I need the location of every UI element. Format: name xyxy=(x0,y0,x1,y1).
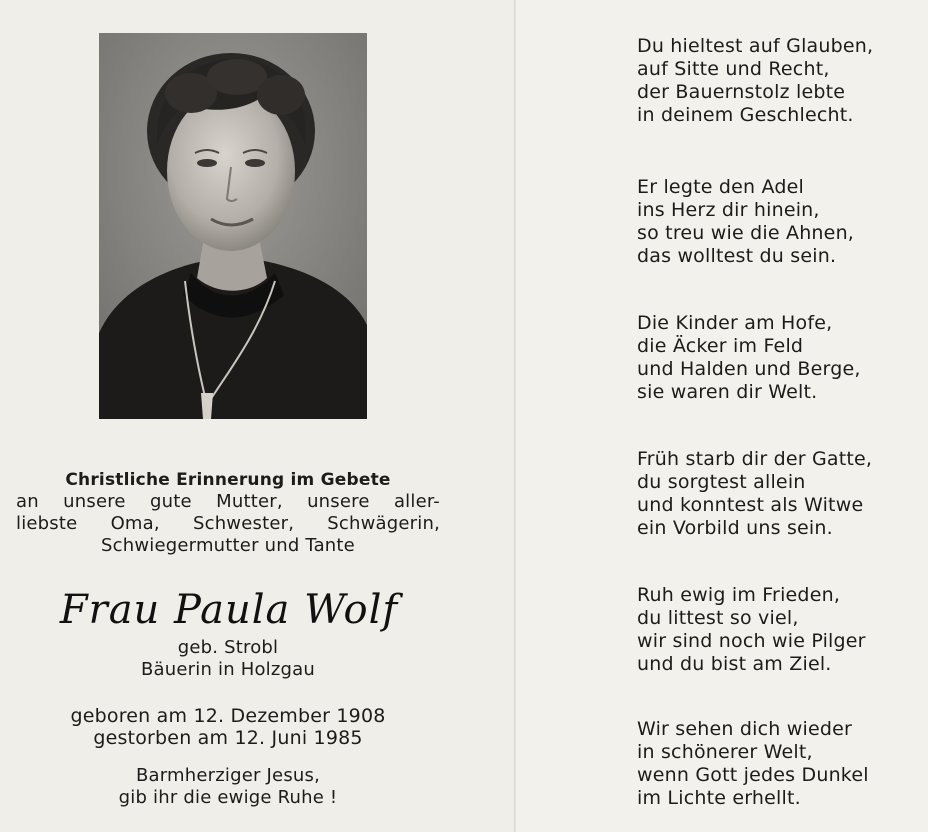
dedication-line: Schwiegermutter und Tante xyxy=(101,535,355,556)
poem-line: in schönerer Welt, xyxy=(637,741,813,763)
poem-line: die Äcker im Feld xyxy=(637,335,804,357)
poem-line: ins Herz dir hinein, xyxy=(637,199,820,221)
poem-line: in deinem Geschlecht. xyxy=(637,104,854,126)
poem-stanza xyxy=(637,35,873,127)
occupation: Bäuerin in Holzgau xyxy=(141,659,315,680)
birth-name: geb. Strobl xyxy=(177,637,279,658)
card-title: Christliche Erinnerung im Gebete xyxy=(65,470,391,490)
prayer-line: Barmherziger Jesus, xyxy=(135,765,321,786)
poem-line: das wolltest du sein. xyxy=(637,245,837,267)
poem-stanza xyxy=(637,584,866,676)
poem-line: im Lichte erhellt. xyxy=(637,787,801,809)
portrait-photo xyxy=(99,33,367,419)
closing-prayer xyxy=(0,765,456,809)
birth-info xyxy=(0,637,456,681)
poem-line: du sorgtest allein xyxy=(637,471,806,493)
poem-line: du littest so viel, xyxy=(637,607,799,629)
life-dates xyxy=(0,705,456,749)
portrait-illustration xyxy=(99,33,367,419)
dedication-line: an unsere gute Mutter, unsere aller- xyxy=(16,491,440,512)
poem-line: so treu wie die Ahnen, xyxy=(637,222,855,244)
dedication-text xyxy=(0,491,456,557)
dedication-line: liebste Oma, Schwester, Schwägerin, xyxy=(16,513,440,534)
poem-line: auf Sitte und Recht, xyxy=(637,58,830,80)
poem-line: Ruh ewig im Frieden, xyxy=(637,584,841,606)
poem-line: und konntest als Witwe xyxy=(637,494,864,516)
poem-stanza xyxy=(637,312,861,404)
poem-stanza xyxy=(637,448,872,540)
poem-line: Früh starb dir der Gatte, xyxy=(637,448,873,470)
death-date: gestorben am 12. Juni 1985 xyxy=(93,727,363,749)
poem-stanza xyxy=(637,176,854,268)
deceased-name: Frau Paula Wolf xyxy=(59,587,399,633)
poem-line: Wir sehen dich wieder xyxy=(637,718,853,740)
poem-line: wenn Gott jedes Dunkel xyxy=(637,764,869,786)
poem-line: Die Kinder am Hofe, xyxy=(637,312,833,334)
poem-line: Du hieltest auf Glauben, xyxy=(637,35,874,57)
birth-date: geboren am 12. Dezember 1908 xyxy=(70,705,386,727)
poem-line: sie waren dir Welt. xyxy=(637,381,818,403)
poem-line: wir sind noch wie Pilger xyxy=(637,630,866,652)
poem-line: ein Vorbild uns sein. xyxy=(637,517,833,539)
poem-line: und du bist am Ziel. xyxy=(637,653,832,675)
prayer-line: gib ihr die ewige Ruhe ! xyxy=(118,787,338,808)
poem-line: der Bauernstolz lebte xyxy=(637,81,846,103)
poem-line: Er legte den Adel xyxy=(637,176,804,198)
poem-line: und Halden und Berge, xyxy=(637,358,861,380)
poem-stanza xyxy=(637,718,869,810)
